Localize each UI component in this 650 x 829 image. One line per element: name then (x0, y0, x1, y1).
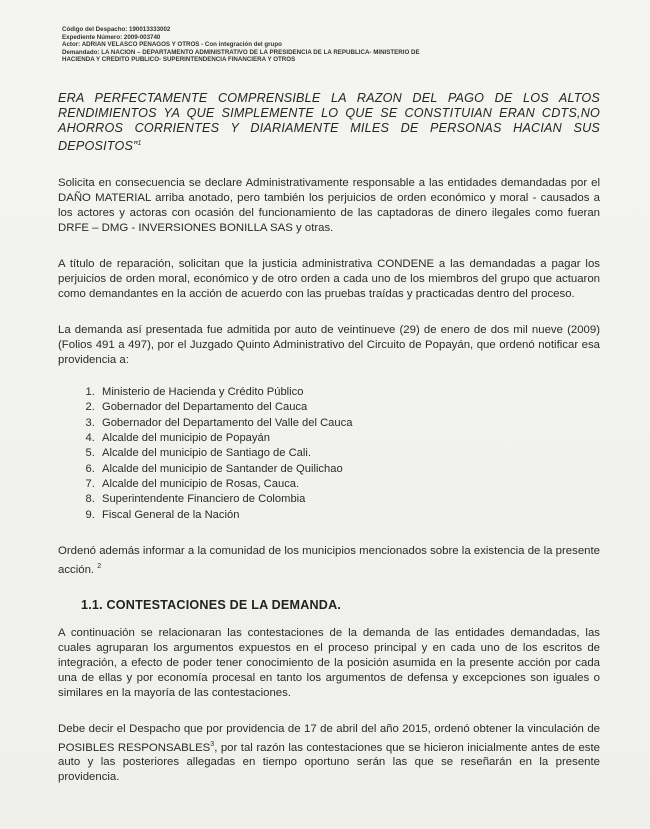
community-notice-text: Ordenó además informar a la comunidad de los municipios mencionados sobre la existencia de la presente acción. (58, 544, 600, 576)
paragraph-responses-intro: A continuación se relacionaran las contestaciones de la demanda de las entidades demandadas, las cuales agruparan los argumentos expuestos en el proceso principal y en cada uno de los escritos de integración, a efecto de poder tener conocimiento de la posición asumida en la presente acción por cada una de ellas y por economía procesal en tanto los argumentos de defensa y excepciones son iguales o similares en la mayoría de las contestaciones. (58, 626, 600, 699)
footnote-ref-3: 3 (210, 740, 215, 748)
list-item: 2. Gobernador del Departamento del Cauca (98, 400, 600, 415)
footnote-ref-2: 2 (97, 562, 102, 570)
list-item: 6. Alcalde del municipio de Santander de Quilichao (98, 462, 600, 477)
list-item: 3. Gobernador del Departamento del Valle del Cauca (98, 416, 600, 431)
list-item: 5. Alcalde del municipio de Santiago de Cali. (98, 446, 600, 461)
list-item: 4. Alcalde del municipio de Popayán (98, 431, 600, 446)
header-defendant: Demandado: LA NACION – DEPARTAMENTO ADMINISTRATIVO DE LA PRESIDENCIA DE LA REPUBLICA- MINISTERIO DE (62, 48, 420, 56)
list-item: 1. Ministerio de Hacienda y Crédito Público (98, 385, 600, 400)
linkage-text-a: Debe decir el Despacho que por providencia de 17 de abril del año 2015, ordenó obtener la vinculación de POSIBLES RESPONSABLES (58, 722, 600, 754)
header-plaintiff: Actor: ADRIAN VELASCO PENAGOS Y OTROS - Con integración del grupo (62, 41, 282, 49)
list-item: 9. Fiscal General de la Nación (98, 508, 600, 523)
header-court-code: Código del Despacho: 190013333002 (62, 26, 171, 33)
case-header (62, 26, 600, 64)
quoted-text (58, 91, 600, 154)
footnote-ref-1: 1 (137, 139, 142, 147)
header-file-number: Expediente Número: 2009-003740 (62, 33, 161, 41)
section-heading: 1.1. CONTESTACIONES DE LA DEMANDA. (81, 597, 342, 612)
linkage-text-b: , por tal razón las contestaciones que se hicieron inicialmente antes de este auto y las posteriores allegadas en tiempo oportuno serán las que se reseñarán en la presente providencia. (58, 741, 600, 784)
paragraph-admission: La demanda así presentada fue admitida por auto de veintinueve (29) de enero de dos mil nueve (2009) (Folios 491 a 497), por el Juzgado Quinto Administrativo del Circuito de Popayán, que ordenó notificar esa providencia a: (58, 324, 600, 367)
paragraph-request: Solicita en consecuencia se declare Administrativamente responsable a las entidades demandadas por el DAÑO MATERIAL arriba anotado, pero también los perjuicios de orden económico y moral - causados a los actores y actoras con ocasión del funcionamiento de las captadoras de dinero ilegales como fueran DRFE – DMG - INVERSIONES BONILLA SAS y otras. (58, 177, 600, 235)
paragraph-community-notice (58, 544, 600, 578)
header-defendant-cont: HACIENDA Y CREDITO PUBLICO- SUPERINTENDENCIA FINANCIERA Y OTROS (62, 56, 296, 64)
list-item: 7. Alcalde del municipio de Rosas, Cauca. (98, 477, 600, 492)
paragraph-linkage (58, 722, 600, 786)
paragraph-reparation: A título de reparación, solicitan que la justicia administrativa CONDENE a las demandadas a pagar los perjuicios de orden moral, económico y de otro orden a cada uno de los miembros del grupo que actuaron como demandantes en la acción de acuerdo con las pruebas traídas y practicadas dentro del proceso. (58, 258, 600, 301)
notified-parties-list (58, 385, 600, 523)
quote-body: ERA PERFECTAMENTE COMPRENSIBLE LA RAZON DEL PAGO DE LOS ALTOS RENDIMIENTOS YA QUE SIMPLEMENTE LO QUE SE CONSTITUIAN ERAN CDTS,NO AHORROS CORRIENTES Y DIARIAMENTE MILES DE PERSONAS HACIAN SUS DEPOSITOS” (58, 90, 600, 154)
list-item: 8. Superintendente Financiero de Colombia (98, 492, 600, 507)
